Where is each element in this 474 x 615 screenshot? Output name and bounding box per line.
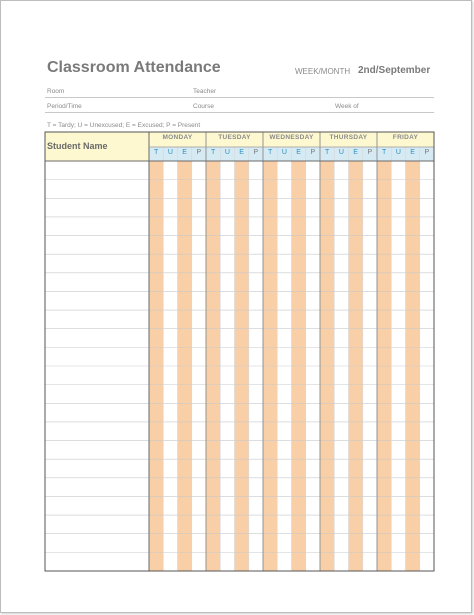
teacher-label: Teacher [193, 88, 217, 95]
code-header-e: E [182, 149, 187, 156]
period-time-label: Period/Time [47, 103, 82, 110]
day-header-wednesday: WEDNESDAY [269, 134, 314, 141]
code-header-e: E [296, 149, 301, 156]
code-header-u: U [224, 149, 230, 156]
code-header-p: P [310, 149, 316, 156]
code-header-u: U [395, 149, 401, 156]
day-header-tuesday: TUESDAY [218, 134, 251, 141]
code-header-u: U [281, 149, 287, 156]
code-header-t: T [210, 149, 216, 156]
code-header-t: T [381, 149, 387, 156]
code-header-e: E [410, 149, 415, 156]
week-month-label: WEEK/MONTH [295, 67, 351, 76]
code-header-p: P [253, 149, 259, 156]
code-header-u: U [167, 149, 173, 156]
code-header-t: T [267, 149, 273, 156]
attendance-grid[interactable] [1, 1, 473, 614]
course-label: Course [193, 103, 214, 110]
code-header-p: P [196, 149, 202, 156]
code-header-t: T [324, 149, 330, 156]
week-month-value[interactable]: 2nd/September [358, 65, 431, 76]
code-header-t: T [153, 149, 159, 156]
code-header-e: E [239, 149, 244, 156]
day-header-thursday: THURSDAY [329, 134, 368, 141]
day-header-friday: FRIDAY [392, 134, 419, 141]
student-name-header: Student Name [47, 141, 108, 151]
week-of-label: Week of [335, 103, 359, 110]
room-label: Room [47, 88, 65, 95]
code-header-e: E [353, 149, 358, 156]
code-header-p: P [424, 149, 430, 156]
code-header-u: U [338, 149, 344, 156]
page-title: Classroom Attendance [47, 59, 221, 76]
code-header-p: P [367, 149, 373, 156]
attendance-legend: T = Tardy; U = Unexcused; E = Excused; P = Present [47, 122, 201, 129]
day-header-monday: MONDAY [162, 134, 193, 141]
